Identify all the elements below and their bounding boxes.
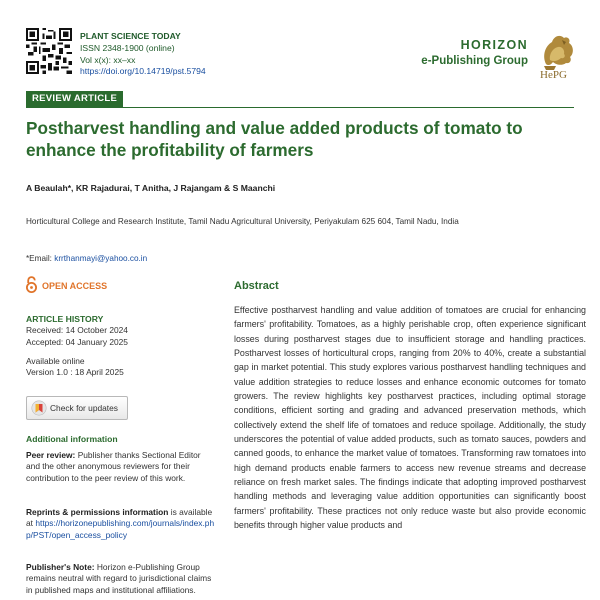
additional-info-heading: Additional information [26, 434, 118, 444]
header-divider [26, 107, 574, 108]
qr-code-icon [26, 28, 72, 74]
reprints-text: is available at [26, 507, 213, 529]
abstract-text: Effective postharvest handling and value addition of tomatoes are crucial for enhancing farmers' profitability. Tomatoes, as a highly perishable crop, often experience significant losses during postharvest stages due to insufficient storage and handling practices. Postharvest losses of horticultural crops, ranging from 20% to 40%, create a substantial gap in market potential. This study explores various postharvest handling techniques and value addition strategies to reduce losses and enhance economic outcomes for tomato growers. The review highlights key postharvest practices, including optimal storage conditions, efficient sorting and grading and advanced preservation methods, which collectively extend the shelf life of tomatoes and reduce spoilage. Additionally, the study underscores the potential of value added products, such as tomato sauces, powders and canned goods, to enhance the market value of tomatoes. Transforming raw tomatoes into high demand products enable farmers to access new revenue streams and decrease reliance on fresh market sales. The findings indicate that adopting improved postharvest handling methods and leveraging value addition opportunities can significantly boost farmers' profitability. These practices not only reduce waste but also provide economic benefits through higher value products and [234, 305, 586, 531]
publisher-logo-text: HePG [540, 69, 567, 81]
peer-review-text: Publisher thanks Sectional Editor and the other anonymous reviewers for their contribution to the peer review of this work. [26, 450, 201, 483]
publisher-note-label: Publisher's Note: [26, 562, 95, 572]
peer-review-label: Peer review: [26, 450, 76, 460]
reprints-label: Reprints & permissions information [26, 507, 169, 517]
doi-link[interactable]: https://doi.org/10.14719/pst.5794 [80, 66, 206, 77]
article-history [26, 314, 216, 378]
open-access-label: OPEN ACCESS [42, 281, 108, 291]
publisher-line2: e-Publishing Group [421, 55, 528, 67]
publisher-name [421, 38, 528, 67]
journal-info [80, 31, 206, 78]
journal-volume: Vol x(x): xx–xx [80, 54, 136, 65]
article-history-heading: ARTICLE HISTORY [26, 314, 104, 324]
publisher-note-text: Horizon e-Publishing Group remains neutral with regard to jurisdictional claims in published maps and institutional affiliations. [26, 562, 212, 595]
article-title: Postharvest handling and value added products of tomato to enhance the profitability of farmers [26, 118, 523, 160]
open-access-lock-icon [26, 276, 37, 293]
publisher-note [26, 562, 216, 596]
check-updates-icon [31, 400, 47, 416]
corresponding-email [26, 254, 147, 263]
publisher-line1: HORIZON [460, 38, 528, 52]
accepted-date: Accepted: 04 January 2025 [26, 336, 128, 347]
email-link[interactable]: krrthanmayi@yahoo.co.in [54, 254, 148, 263]
peer-review-note [26, 450, 216, 484]
check-for-updates-button[interactable] [26, 396, 128, 420]
available-online: Available online [26, 355, 85, 366]
affiliation: Horticultural College and Research Institute, Tamil Nadu Agricultural University, Periyakulam 625 604, Tamil Nadu, India [26, 217, 459, 226]
check-updates-label: Check for updates [50, 403, 118, 413]
email-label: *Email: [26, 254, 52, 263]
received-date: Received: 14 October 2024 [26, 325, 128, 336]
abstract-heading: Abstract [234, 280, 279, 292]
article-type-badge: REVIEW ARTICLE [26, 91, 123, 107]
journal-issn: ISSN 2348-1900 (online) [80, 42, 175, 53]
reprints-link[interactable]: https://horizonepublishing.com/journals/index.php/PST/open_access_policy [26, 518, 215, 540]
journal-name: PLANT SCIENCE TODAY [80, 31, 181, 41]
author-list: A Beaulah*, KR Rajadurai, T Anitha, J Rajangam & S Maanchi [26, 183, 276, 193]
version-date: Version 1.0 : 18 April 2025 [26, 367, 124, 378]
reprints-note [26, 507, 216, 541]
